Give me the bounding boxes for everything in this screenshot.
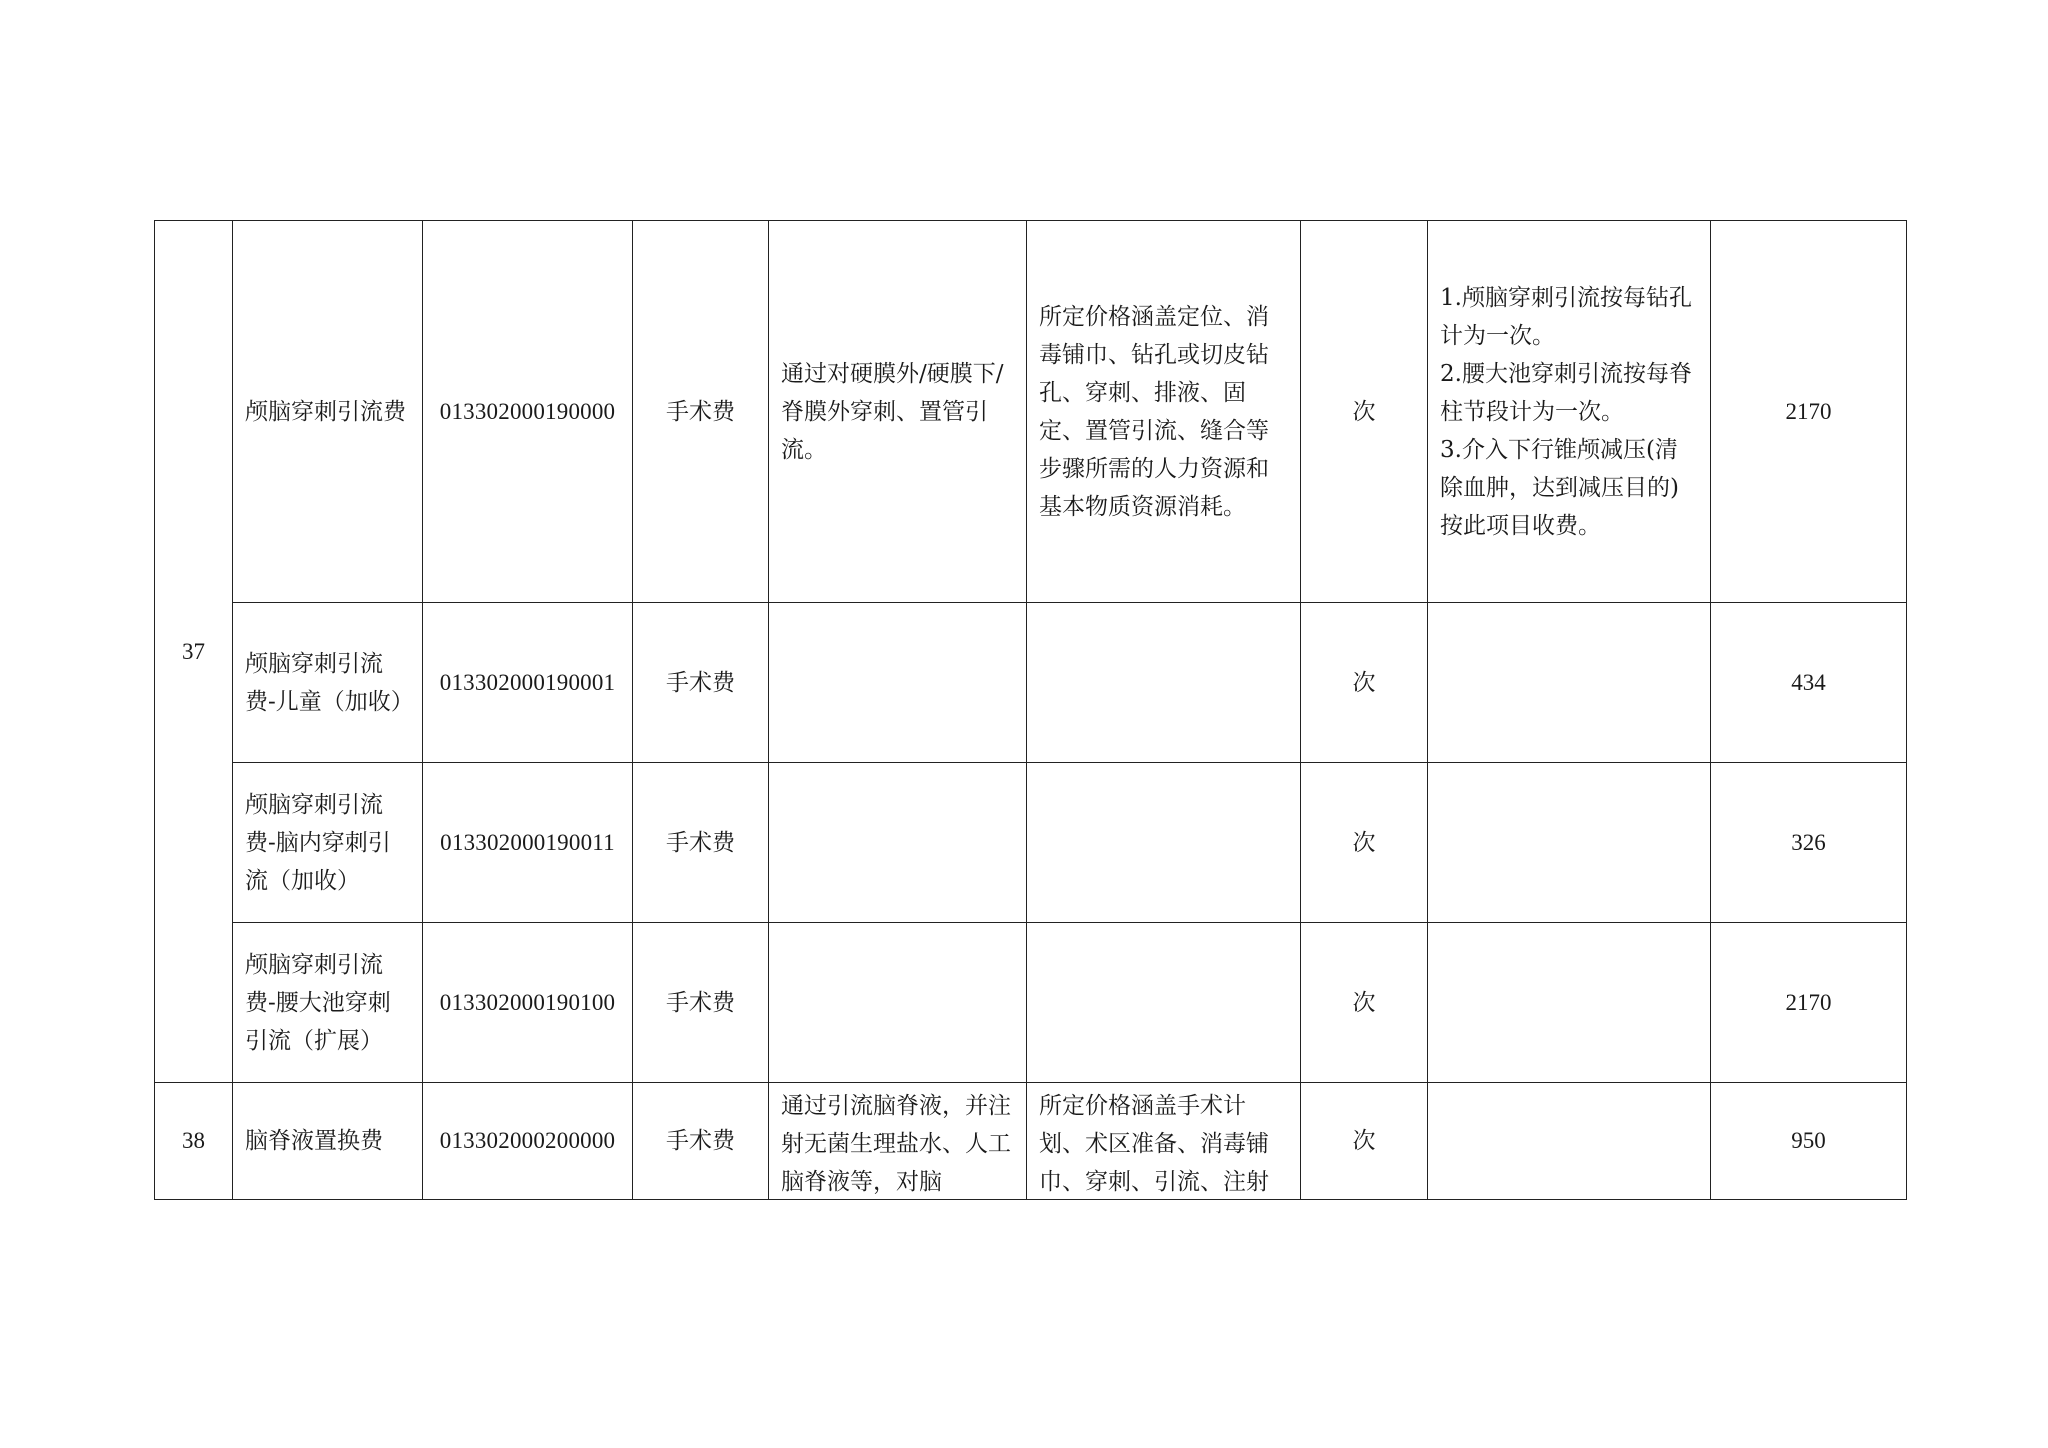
price-covers xyxy=(1027,1083,1301,1200)
fee-category: 手术费 xyxy=(633,763,769,923)
billing-unit: 次 xyxy=(1301,923,1428,1083)
item-number: 38 xyxy=(155,1083,233,1200)
item-number: 37 xyxy=(155,221,233,1083)
notes xyxy=(1428,603,1711,763)
item-code: 013302000190100 xyxy=(423,923,633,1083)
service-content xyxy=(769,1083,1027,1200)
service-content: 通过对硬膜外/硬膜下/脊膜外穿刺、置管引流。 xyxy=(769,221,1027,603)
item-code: 013302000200000 xyxy=(423,1083,633,1200)
billing-unit: 次 xyxy=(1301,1083,1428,1200)
table-row xyxy=(155,221,1907,603)
item-name: 颅脑穿刺引流费-儿童（加收） xyxy=(233,603,423,763)
table-row xyxy=(155,1083,1907,1200)
billing-unit: 次 xyxy=(1301,603,1428,763)
item-code: 013302000190011 xyxy=(423,763,633,923)
table-row xyxy=(155,923,1907,1083)
service-content xyxy=(769,603,1027,763)
price-covers xyxy=(1027,603,1301,763)
notes xyxy=(1428,1083,1711,1200)
billing-unit: 次 xyxy=(1301,221,1428,603)
table-row xyxy=(155,763,1907,923)
item-name: 颅脑穿刺引流费 xyxy=(233,221,423,603)
notes xyxy=(1428,923,1711,1083)
notes xyxy=(1428,221,1711,603)
table-row xyxy=(155,603,1907,763)
service-content xyxy=(769,763,1027,923)
price: 950 xyxy=(1711,1083,1907,1200)
service-content xyxy=(769,923,1027,1083)
medical-fee-table xyxy=(154,220,1907,1200)
note-line: 3.介入下行锥颅减压(清除血肿，达到减压目的)按此项目收费。 xyxy=(1440,436,1679,539)
item-code: 013302000190001 xyxy=(423,603,633,763)
fee-category: 手术费 xyxy=(633,221,769,603)
item-name: 脑脊液置换费 xyxy=(233,1083,423,1200)
fee-category: 手术费 xyxy=(633,923,769,1083)
fee-category: 手术费 xyxy=(633,603,769,763)
price: 434 xyxy=(1711,603,1907,763)
price-covers xyxy=(1027,763,1301,923)
service-content-text: 通过引流脑脊液，并注射无菌生理盐水、人工脑脊液等，对脑 xyxy=(781,1093,1011,1195)
billing-unit: 次 xyxy=(1301,763,1428,923)
item-name: 颅脑穿刺引流费-脑内穿刺引流（加收） xyxy=(233,763,423,923)
item-name: 颅脑穿刺引流费-腰大池穿刺引流（扩展） xyxy=(233,923,423,1083)
item-code: 013302000190000 xyxy=(423,221,633,603)
price: 2170 xyxy=(1711,221,1907,603)
note-line: 1.颅脑穿刺引流按每钻孔计为一次。 xyxy=(1440,284,1692,349)
price-covers xyxy=(1027,923,1301,1083)
price: 2170 xyxy=(1711,923,1907,1083)
note-line: 2.腰大池穿刺引流按每脊柱节段计为一次。 xyxy=(1440,360,1692,425)
price-covers-text: 所定价格涵盖手术计划、术区准备、消毒铺巾、穿刺、引流、注射 xyxy=(1039,1093,1269,1195)
notes xyxy=(1428,763,1711,923)
price-covers: 所定价格涵盖定位、消毒铺巾、钻孔或切皮钻孔、穿刺、排液、固定、置管引流、缝合等步骤所需的人力资源和基本物质资源消耗。 xyxy=(1027,221,1301,603)
price: 326 xyxy=(1711,763,1907,923)
fee-category: 手术费 xyxy=(633,1083,769,1200)
